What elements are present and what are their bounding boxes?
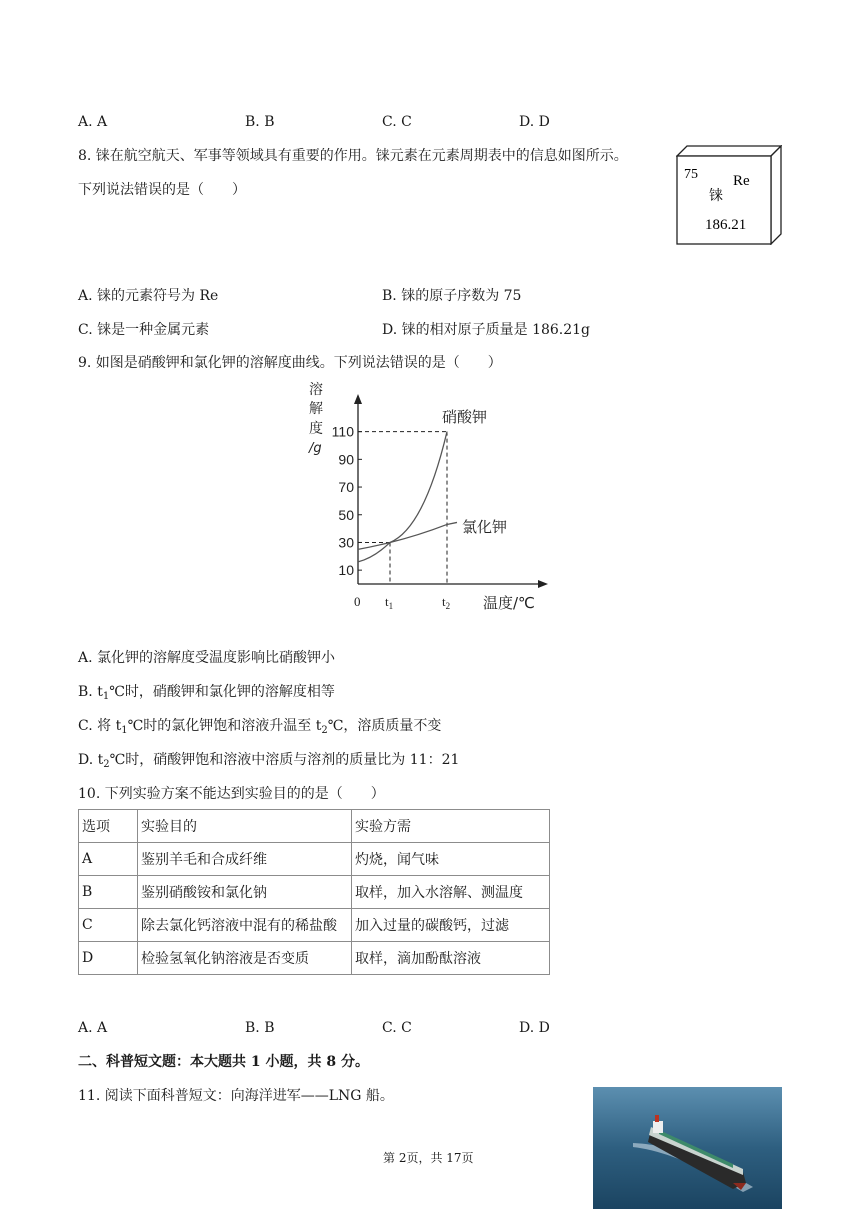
x-tick-label: $t_1$ [385, 594, 394, 611]
q9-option-b-sub: 1 [102, 691, 110, 702]
q8-option-b: B. 铼的原子序数为 75 [382, 288, 522, 304]
x-tick-label: $t_2$ [442, 594, 451, 611]
table-row [79, 942, 550, 975]
table-header-row [79, 810, 550, 843]
y-tick-label: 110 [331, 423, 354, 440]
table-header-cell: 实验目的 [138, 810, 352, 843]
ylabel-char-3: 度 [309, 421, 323, 437]
q8-option-c: C. 铼是一种金属元素 [78, 322, 210, 338]
q7-option-a: A. A [78, 114, 108, 130]
q9-option-c-pre: C. 将 t [78, 718, 122, 734]
element-number: 75 [684, 167, 698, 182]
table-cell: 鉴别羊毛和合成纤维 [138, 843, 352, 876]
q9-option-d-post: ℃时，硝酸钾饱和溶液中溶质与溶剂的质量比为 11：21 [109, 752, 460, 768]
table-cell: C [79, 909, 138, 942]
q10-option-d: D. D [519, 1020, 550, 1036]
q10-option-c: C. C [382, 1020, 412, 1036]
solubility-chart [300, 378, 560, 618]
q8-option-a: A. 铼的元素符号为 Re [78, 288, 219, 304]
q9-option-b-pre: B. t [78, 684, 103, 700]
q9-option-b [78, 682, 335, 707]
q9-stem: 9. 如图是硝酸钾和氯化钾的溶解度曲线。下列说法错误的是（ ） [78, 355, 502, 371]
q8-stem-line1: 8. 铼在航空航天、军事等领域具有重要的作用。铼元素在元素周期表中的信息如图所示。 [78, 148, 628, 164]
q9-option-c-post: ℃，溶质质量不变 [327, 718, 442, 734]
q10-option-b: B. B [245, 1020, 275, 1036]
q9-option-a: A. 氯化钾的溶解度受温度影响比硝酸钾小 [78, 650, 336, 666]
element-mass: 186.21 [705, 217, 747, 233]
table-cell: 除去氯化钙溶液中混有的稀盐酸 [138, 909, 352, 942]
y-tick-label: 90 [338, 451, 354, 468]
q9-option-d-sub: 2 [103, 759, 110, 770]
experiment-table [78, 809, 550, 975]
q10-option-a: A. A [78, 1020, 108, 1036]
y-tick-label: 10 [338, 562, 354, 579]
kcl-curve [358, 522, 457, 549]
q9-option-d [78, 750, 459, 775]
q8-option-d: D. 铼的相对原子质量是 186.21g [382, 322, 591, 338]
q7-option-c: C. C [382, 114, 412, 130]
q9-option-c-sub1: 1 [121, 725, 128, 736]
y-tick-label: 30 [338, 534, 354, 551]
q9-option-b-post: ℃时，硝酸钾和氯化钾的溶解度相等 [109, 684, 335, 700]
table-cell: 加入过量的碳酸钙，过滤 [352, 909, 550, 942]
table-cell: 检验氢氧化钠溶液是否变质 [138, 942, 352, 975]
table-cell: D [79, 942, 138, 975]
table-cell: 取样，加入水溶解、测温度 [352, 876, 550, 909]
lng-ship-photo [593, 1087, 782, 1209]
y-tick-label: 70 [338, 479, 354, 496]
table-header-cell: 实验方需 [352, 810, 550, 843]
q7-option-d: D. D [519, 114, 550, 130]
table-cell: 鉴别硝酸铵和氯化钠 [138, 876, 352, 909]
q9-option-c-sub2: 2 [321, 725, 328, 736]
q7-option-b: B. B [245, 114, 275, 130]
kno3-curve [358, 432, 447, 562]
table-row [79, 843, 550, 876]
table-cell: 灼烧，闻气味 [352, 843, 550, 876]
x-axis-arrow [538, 580, 548, 588]
element-card [676, 145, 782, 245]
table-cell: 取样，滴加酚酞溶液 [352, 942, 550, 975]
kcl-series-label: 氯化钾 [462, 518, 508, 536]
table-header-cell: 选项 [79, 810, 138, 843]
xlabel: 温度/℃ [483, 594, 535, 612]
q11-stem: 11. 阅读下面科普短文：向海洋进军——LNG 船。 [78, 1088, 394, 1104]
q10-stem: 10. 下列实验方案不能达到实验目的的是（ ） [78, 786, 385, 802]
element-symbol: Re [733, 173, 750, 189]
page-footer: 第 2页，共 17页 [383, 1151, 474, 1165]
table-row [79, 909, 550, 942]
kno3-series-label: 硝酸钾 [442, 408, 488, 426]
y-axis-arrow [354, 394, 362, 404]
table-cell: A [79, 843, 138, 876]
y-tick-label: 50 [338, 506, 354, 523]
element-name: 铼 [709, 188, 723, 204]
ylabel-char-2: 解 [309, 401, 323, 417]
ylabel-char-1: 溶 [309, 382, 323, 398]
q9-option-d-pre: D. t [78, 752, 104, 768]
section-title: 二、科普短文题：本大题共 1 小题，共 8 分。 [78, 1054, 369, 1070]
table-cell: B [79, 876, 138, 909]
q9-option-c-mid: ℃时的氯化钾饱和溶液升温至 t [127, 718, 322, 734]
x-tick-label: 0 [354, 594, 361, 609]
q8-stem-line2: 下列说法错误的是（ ） [78, 182, 246, 198]
q9-option-c [78, 716, 441, 741]
table-row [79, 876, 550, 909]
ylabel-char-4: /g [309, 441, 322, 456]
